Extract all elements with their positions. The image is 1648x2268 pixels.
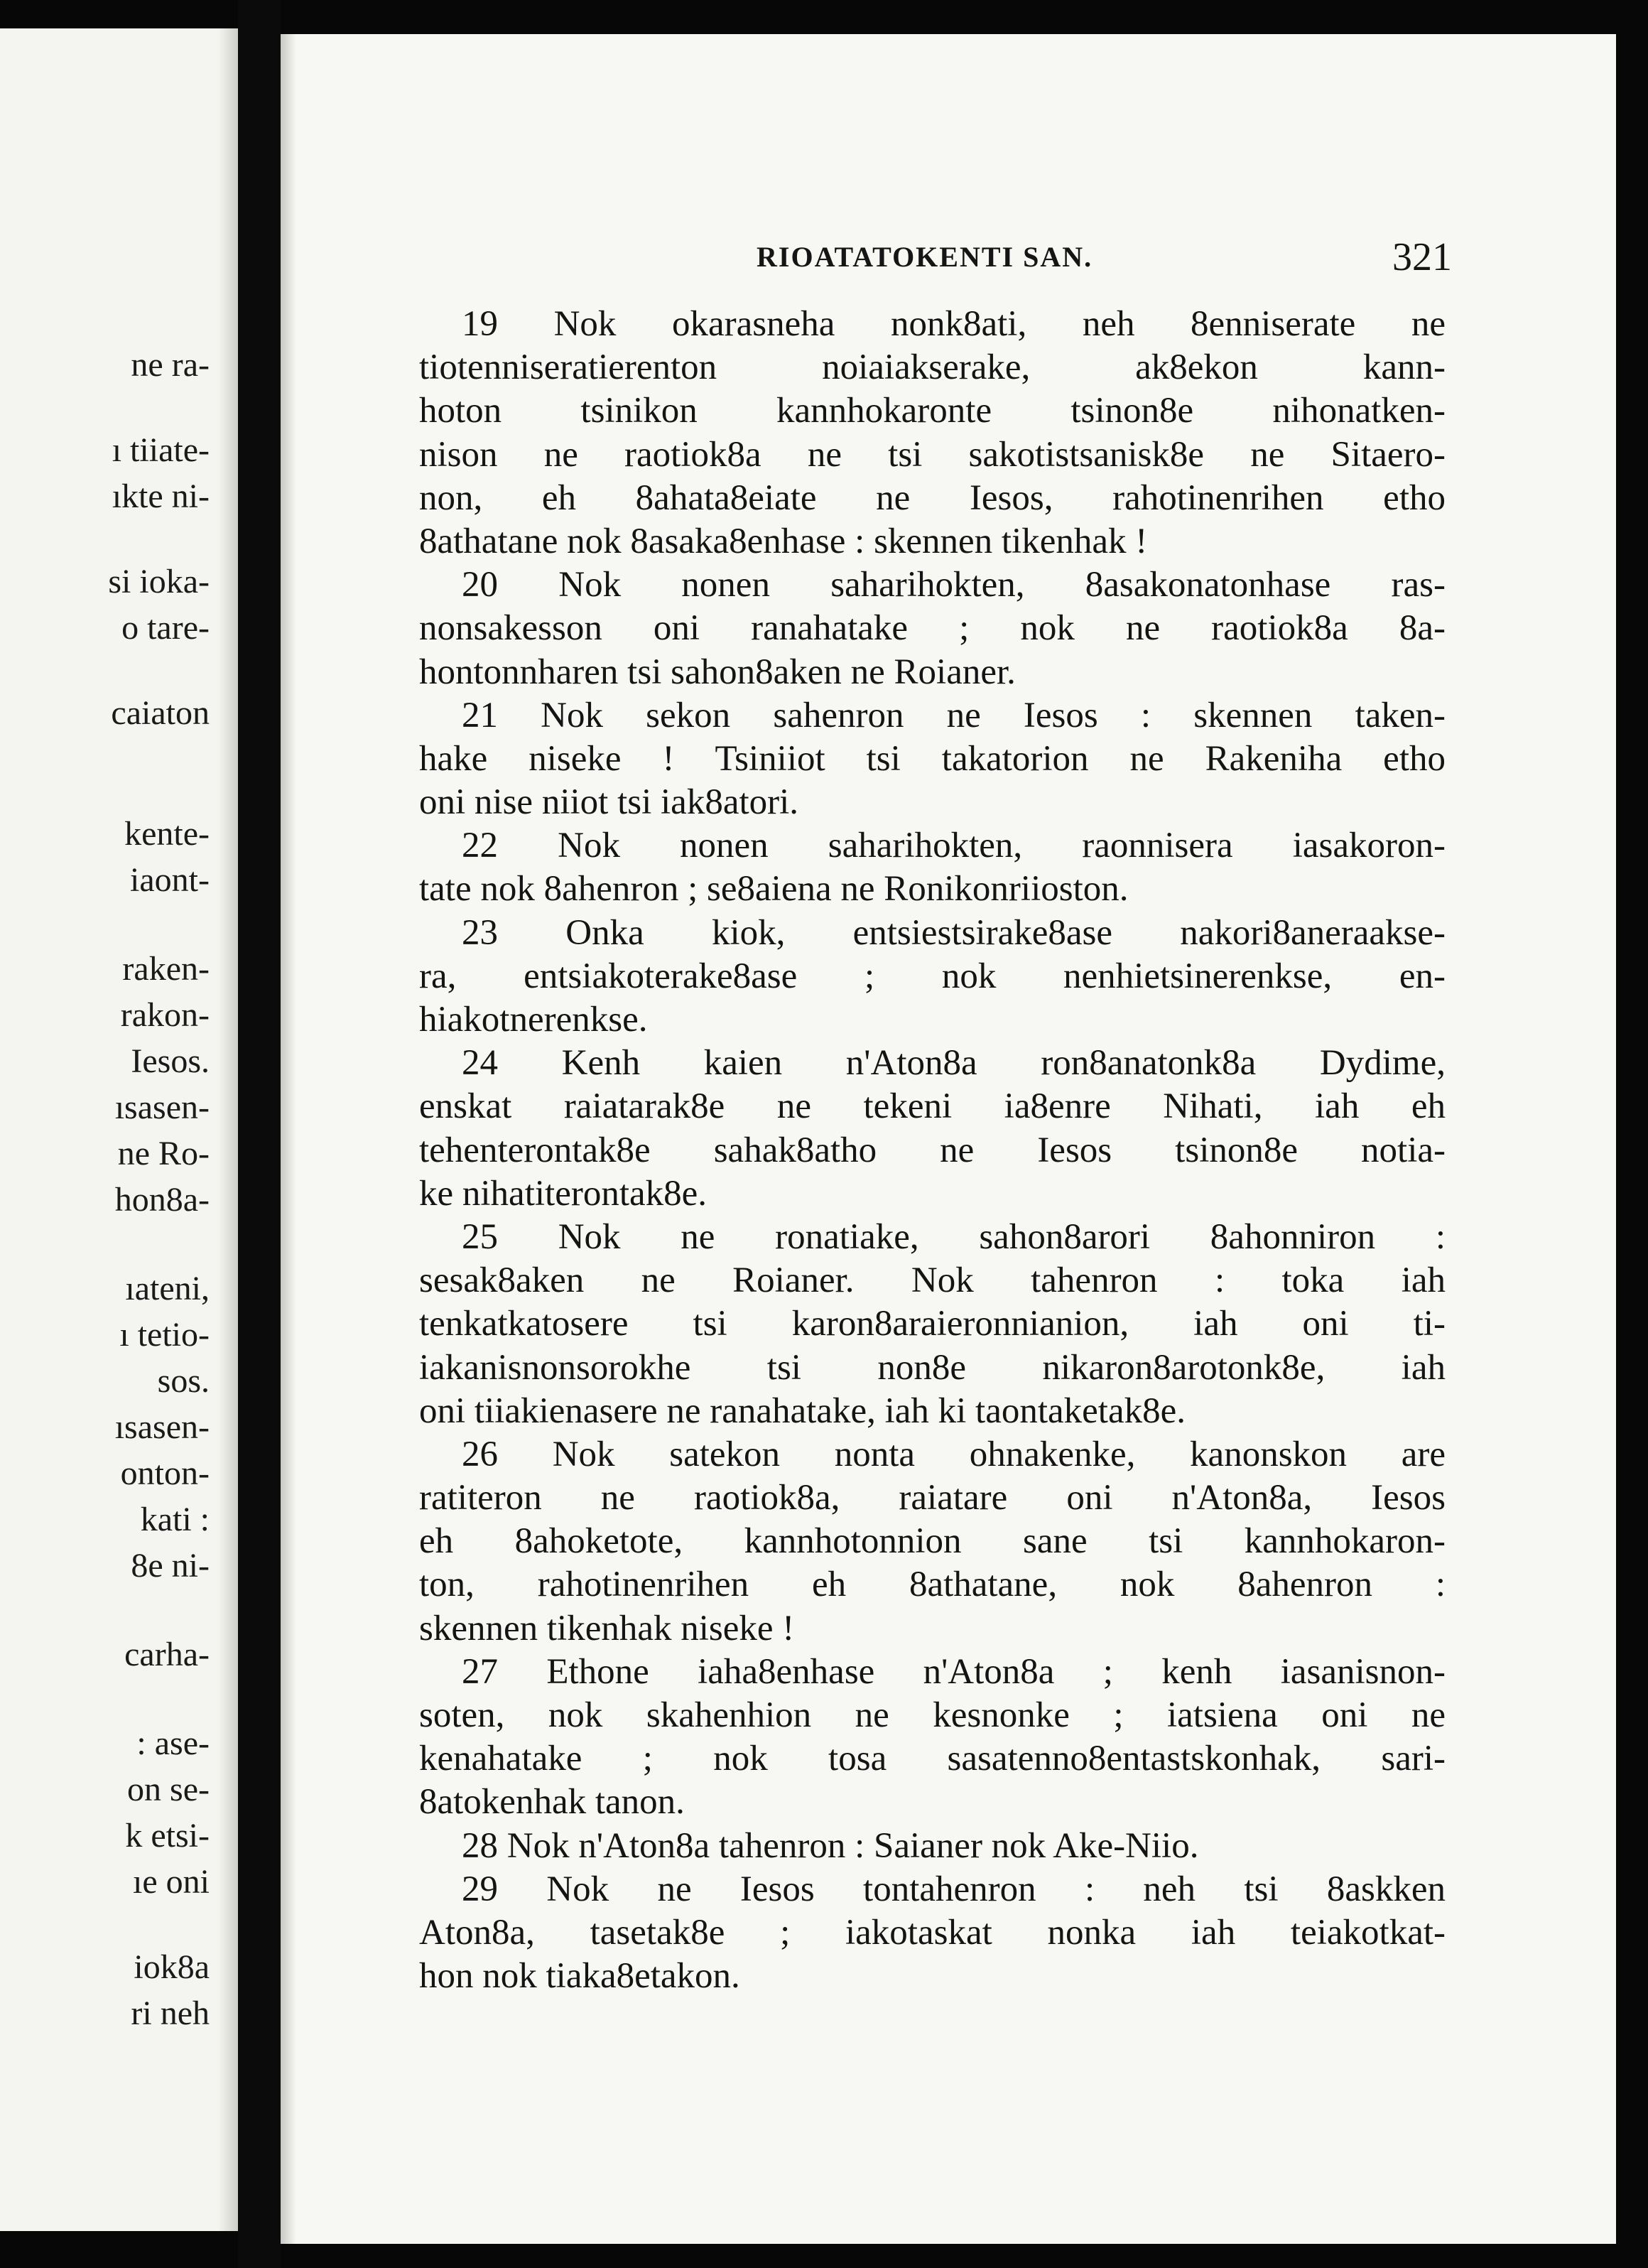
verse-line: ton, rahotinenrihen eh 8athatane, nok 8ahenron : [419, 1565, 1446, 1605]
verse-line: 28 Nok n'Aton8a tahenron : Saianer nok Ake-Niio. [462, 1825, 1199, 1866]
verse-line: 19 Nok okarasneha nonk8ati, neh 8enniserate ne [462, 304, 1446, 344]
verse-line: tenkatkatosere tsi karon8araieronnianion, iah oni ti- [419, 1304, 1446, 1344]
main-page [281, 34, 1616, 2244]
facing-page-line: carha- [124, 1636, 210, 1673]
verse-line: ratiteron ne raotiok8a, raiatare oni n'Aton8a, Iesos [419, 1478, 1446, 1518]
verse-line: soten, nok skahenhion ne kesnonke ; iatsiena oni ne [419, 1695, 1446, 1735]
page-edge-shadow [281, 34, 296, 2244]
facing-page-line: ı tetio- [119, 1316, 210, 1354]
facing-page-line: kati : [140, 1501, 210, 1538]
facing-page-line: k etsi- [125, 1817, 210, 1854]
facing-page [0, 28, 238, 2231]
facing-page-line: o tare- [121, 609, 210, 647]
verse-line: 21 Nok sekon sahenron ne Iesos : skennen taken- [462, 695, 1446, 735]
verse-line: nonsakesson oni ranahatake ; nok ne raotiok8a 8a- [419, 608, 1446, 649]
facing-page-line: on se- [127, 1771, 210, 1808]
verse-line: eh 8ahoketote, kannhotonnion sane tsi kannhokaron- [419, 1521, 1446, 1562]
verse-line: 25 Nok ne ronatiake, sahon8arori 8ahonniron : [462, 1216, 1446, 1257]
verse-line: 8atokenhak tanon. [419, 1782, 685, 1822]
facing-page-line: iok8a [134, 1948, 210, 1986]
verse-line: tate nok 8ahenron ; se8aiena ne Ronikonriioston. [419, 869, 1129, 909]
verse-line: hontonnharen tsi sahon8aken ne Roianer. [419, 652, 1016, 692]
verse-line: enskat raiatarak8e ne tekeni ia8enre Nihati, iah eh [419, 1086, 1446, 1127]
page-number: 321 [1392, 235, 1452, 279]
facing-page-line: ı tiiate- [112, 431, 210, 469]
verse-line: hon nok tiaka8etakon. [419, 1956, 740, 1997]
facing-page-line: iaont- [130, 861, 210, 899]
facing-page-line: ne ra- [131, 346, 210, 384]
verse-line: iakanisnonsorokhe tsi non8e nikaron8arotonk8e, iah [419, 1347, 1446, 1388]
verse-line: skennen tikenhak niseke ! [419, 1608, 795, 1648]
verse-line: hiakotnerenkse. [419, 1000, 648, 1040]
verse-line: ke nihatiterontak8e. [419, 1173, 708, 1214]
facing-page-line: : ase- [136, 1724, 210, 1762]
facing-page-line: 8e ni- [131, 1547, 210, 1584]
verse-line: 20 Nok nonen saharihokten, 8asakonatonhase ras- [462, 565, 1446, 605]
verse-line: tiotenniseratierenton noiaiakserake, ak8ekon kann- [419, 347, 1446, 388]
facing-page-line: Iesos. [131, 1042, 210, 1080]
facing-page-line: hon8a- [114, 1181, 210, 1219]
verse-line: hake niseke ! Tsiniiot tsi takatorion ne Rakeniha etho [419, 738, 1446, 779]
facing-page-line: ıateni, [125, 1270, 210, 1307]
verse-line: non, eh 8ahata8eiate ne Iesos, rahotinenrihen etho [419, 477, 1446, 518]
verse-line: kenahatake ; nok tosa sasatenno8entastskonhak, sari- [419, 1739, 1446, 1779]
facing-page-line: si ioka- [108, 563, 210, 600]
verse-line: Aton8a, tasetak8e ; iakotaskat nonka iah teiakotkat- [419, 1912, 1446, 1953]
verse-line: oni tiiakienasere ne ranahatake, iah ki taontaketak8e. [419, 1390, 1186, 1431]
facing-page-line: ne Ro- [117, 1135, 210, 1172]
facing-page-line: caiaton [111, 694, 210, 732]
verse-line: tehenterontak8e sahak8atho ne Iesos tsinon8e notia- [419, 1130, 1446, 1170]
facing-page-line: ısasen- [114, 1408, 210, 1446]
facing-page-line: ıe oni [133, 1863, 210, 1901]
verse-line: nison ne raotiok8a ne tsi sakotistsanisk8e ne Sitaero- [419, 434, 1446, 475]
facing-page-line: kente- [124, 815, 210, 853]
verse-line: 24 Kenh kaien n'Aton8a ron8anatonk8a Dydime, [462, 1043, 1446, 1084]
verse-line: 22 Nok nonen saharihokten, raonnisera iasakoron- [462, 826, 1446, 866]
body-text [419, 303, 1446, 1998]
verse-line: sesak8aken ne Roianer. Nok tahenron : toka iah [419, 1260, 1446, 1301]
verse-line: ra, entsiakoterake8ase ; nok nenhietsinerenkse, en- [419, 956, 1446, 996]
verse-line: hoton tsinikon kannhokaronte tsinon8e nihonatken- [419, 391, 1446, 431]
verse-line: oni nise niiot tsi iak8atori. [419, 782, 799, 823]
facing-page-line: rakon- [120, 996, 210, 1034]
facing-page-line: sos. [157, 1362, 210, 1400]
facing-page-line: ısasen- [114, 1089, 210, 1126]
book-gutter [238, 0, 281, 2268]
verse-line: 29 Nok ne Iesos tontahenron : neh tsi 8askken [462, 1869, 1446, 1909]
verse-line: 27 Ethone iaha8enhase n'Aton8a ; kenh iasanisnon- [462, 1651, 1446, 1692]
verse-line: 8athatane nok 8asaka8enhase : skennen tikenhak ! [419, 521, 1148, 561]
page-curl-shadow [218, 28, 238, 2231]
facing-page-line: ıkte ni- [112, 477, 210, 515]
verse-line: 23 Onka kiok, entsiestsirake8ase nakori8aneraakse- [462, 912, 1446, 953]
facing-page-line: onton- [120, 1454, 210, 1492]
facing-page-line: raken- [122, 950, 210, 988]
facing-page-line: ri neh [131, 1994, 210, 2032]
verse-line: 26 Nok satekon nonta ohnakenke, kanonskon are [462, 1434, 1446, 1474]
running-head: RIOATATOKENTI SAN. [757, 241, 1093, 273]
